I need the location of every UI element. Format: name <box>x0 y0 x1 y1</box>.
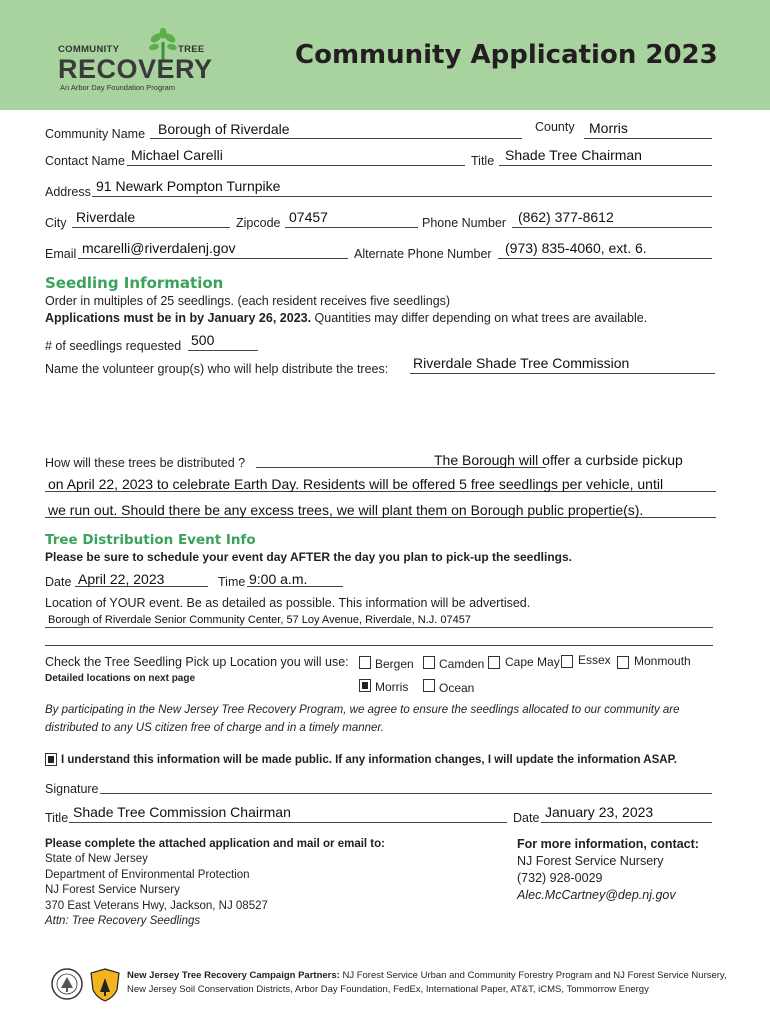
more-info-heading: For more information, contact: <box>517 837 699 851</box>
signer-title-field[interactable]: Shade Tree Commission Chairman <box>73 804 291 820</box>
deadline-bold: Applications must be in by January 26, 2023. <box>45 311 312 325</box>
city-field[interactable]: Riverdale <box>76 209 136 225</box>
event-location-field[interactable]: Borough of Riverdale Senior Community Center, 57 Loy Avenue, Riverdale, N.J. 07457 <box>48 614 471 626</box>
deadline-rest: Quantities may differ depending on what trees are available. <box>311 311 648 325</box>
event-location-label: Location of YOUR event. Be as detailed as possible. This information will be advertised. <box>45 596 531 610</box>
phone-field[interactable]: (862) 377-8612 <box>518 209 614 225</box>
community-name-field[interactable]: Borough of Riverdale <box>158 121 290 137</box>
essex-checkbox[interactable] <box>561 655 573 668</box>
volunteer-line <box>410 373 715 374</box>
partners-list: NJ Forest Service Urban and Community Forestry Program and NJ Forest Service Nursery, New Jersey Soil Conservation Districts, Arbor Day Foundation, FedEx, International Paper, AT&T, iCMS, Tommorrow Energy <box>127 970 727 995</box>
address-field[interactable]: 91 Newark Pompton Turnpike <box>96 178 281 194</box>
ocean-checkbox[interactable] <box>423 679 435 692</box>
footer-partners <box>127 969 747 997</box>
seedling-note: Order in multiples of 25 seedlings. (each resident receives five seedlings) <box>45 294 451 308</box>
county-field[interactable]: Morris <box>589 120 628 136</box>
signature-line[interactable] <box>100 793 712 794</box>
address-label: Address <box>45 185 91 199</box>
mail-to-line: NJ Forest Service Nursery <box>45 884 180 896</box>
alt-phone-field[interactable]: (973) 835-4060, ext. 6. <box>505 240 647 256</box>
morris-label: Morris <box>375 680 409 694</box>
page-title: Community Application 2023 <box>295 40 718 70</box>
morris-checkbox[interactable] <box>359 679 371 692</box>
event-location-line-2 <box>45 645 713 646</box>
logo-tree-text: TREE <box>178 44 205 55</box>
title-label: Title <box>471 154 495 168</box>
signature-date-field[interactable]: January 23, 2023 <box>545 804 654 820</box>
signature-label: Signature <box>45 782 99 796</box>
city-label: City <box>45 216 67 230</box>
mail-to-attn: Attn: Tree Recovery Seedlings <box>45 915 201 927</box>
address-line <box>92 196 712 197</box>
volunteer-field[interactable]: Riverdale Shade Tree Commission <box>413 355 630 371</box>
partners-heading: New Jersey Tree Recovery Campaign Partners: <box>127 970 340 981</box>
event-location-line-1 <box>45 627 713 628</box>
logo-recovery-text: RECOVERY <box>58 54 213 84</box>
more-info-block <box>517 836 699 904</box>
community-name-label: Community Name <box>45 127 146 141</box>
seedlings-requested-field[interactable]: 500 <box>191 332 215 348</box>
community-name-line <box>150 138 522 139</box>
mail-to-heading: Please complete the attached application and mail or email to: <box>45 838 385 850</box>
pickup-note: Detailed locations on next page <box>45 673 196 684</box>
cape-may-checkbox[interactable] <box>488 656 500 669</box>
phone-label: Phone Number <box>422 216 507 230</box>
zipcode-field[interactable]: 07457 <box>289 209 328 225</box>
logo-tagline: An Arbor Day Foundation Program <box>60 83 176 92</box>
acknowledge-checkbox[interactable] <box>45 753 57 766</box>
camden-checkbox[interactable] <box>423 656 435 669</box>
bergen-label: Bergen <box>375 657 414 671</box>
mail-to-line: 370 East Veterans Hwy, Jackson, NJ 08527 <box>45 899 268 912</box>
bergen-checkbox[interactable] <box>359 656 371 669</box>
ocean-label: Ocean <box>439 681 475 695</box>
seedling-heading: Seedling Information <box>45 274 224 292</box>
contact-name-label: Contact Name <box>45 154 125 168</box>
signer-title-label: Title <box>45 811 69 825</box>
mail-to-address <box>45 852 268 930</box>
event-date-field[interactable]: April 22, 2023 <box>78 571 165 587</box>
mail-to-line: Department of Environmental Protection <box>45 868 250 881</box>
distribution-field-3[interactable]: we run out. Should there be any excess trees, we will plant them on Borough public propertie(s). <box>48 502 644 518</box>
alt-phone-label: Alternate Phone Number <box>354 247 492 261</box>
event-note: Please be sure to schedule your event day AFTER the day you plan to pick-up the seedlings. <box>45 550 573 564</box>
zipcode-label: Zipcode <box>236 216 281 230</box>
phone-line <box>512 227 712 228</box>
title-field[interactable]: Shade Tree Chairman <box>505 147 642 163</box>
pickup-label: Check the Tree Seedling Pick up Location you will use: <box>45 655 349 669</box>
forest-fire-service-shield-icon <box>89 968 121 1002</box>
contact-name-line <box>127 165 465 166</box>
monmouth-checkbox[interactable] <box>617 656 629 669</box>
nj-forest-service-seal-icon <box>51 968 83 1000</box>
county-label: County <box>535 120 575 134</box>
distribution-label: How will these trees be distributed ? <box>45 456 246 470</box>
email-field[interactable]: mcarelli@riverdalenj.gov <box>82 240 236 256</box>
community-tree-recovery-logo <box>58 28 233 98</box>
email-line <box>78 258 348 259</box>
essex-label: Essex <box>578 653 611 667</box>
distribution-field-1[interactable]: The Borough will offer a curbside pickup <box>434 452 683 468</box>
acknowledge-text: I understand this information will be made public. If any information changes, I will update the information ASAP. <box>61 754 677 766</box>
mail-to-line: State of New Jersey <box>45 853 148 865</box>
event-heading: Tree Distribution Event Info <box>45 532 256 548</box>
seedlings-requested-label: # of seedlings requested <box>45 339 182 353</box>
signer-title-line <box>69 822 507 823</box>
distribution-field-2[interactable]: on April 22, 2023 to celebrate Earth Day. Residents will be offered 5 free seedlings per vehicle, until <box>48 476 664 492</box>
camden-label: Camden <box>439 657 485 671</box>
more-info-email[interactable]: Alec.McCartney@dep.nj.gov <box>517 888 676 902</box>
volunteer-label: Name the volunteer group(s) who will help distribute the trees: <box>45 362 389 376</box>
zipcode-line <box>285 227 418 228</box>
agreement-text: By participating in the New Jersey Tree Recovery Program, we agree to ensure the seedlings allocated to our community are distributed to any US citizen free of charge and in a timely manner. <box>45 704 680 734</box>
more-info-org: NJ Forest Service Nursery <box>517 854 664 868</box>
monmouth-label: Monmouth <box>634 654 691 668</box>
deadline-note <box>45 311 647 325</box>
seedlings-requested-line <box>188 350 258 351</box>
event-time-label: Time <box>218 575 246 589</box>
event-date-label: Date <box>45 575 72 589</box>
header-banner <box>0 0 770 110</box>
logo-community-text: COMMUNITY <box>58 44 120 55</box>
event-time-field[interactable]: 9:00 a.m. <box>249 571 308 587</box>
signature-date-label: Date <box>513 811 540 825</box>
title-line <box>499 165 712 166</box>
email-label: Email <box>45 247 77 261</box>
contact-name-field[interactable]: Michael Carelli <box>131 147 223 163</box>
county-line <box>584 138 712 139</box>
more-info-phone: (732) 928-0029 <box>517 871 603 885</box>
signature-date-line <box>541 822 712 823</box>
cape-may-label: Cape May <box>505 655 560 669</box>
city-line <box>72 227 230 228</box>
alt-phone-line <box>498 258 712 259</box>
